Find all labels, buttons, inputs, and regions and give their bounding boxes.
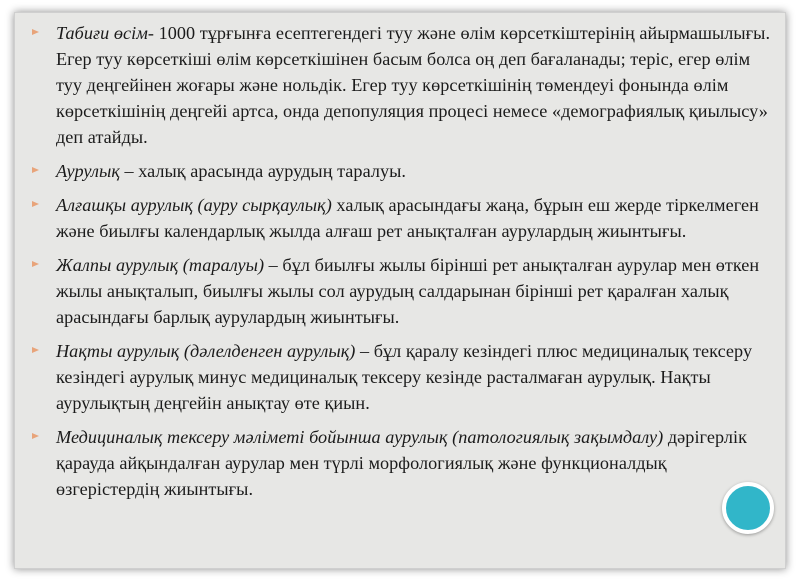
- definition-general-morbidity: – бұл биылғы жылы бірінші рет анықталған аурулар мен өткен жылы анықталып, биылғы жылы сол аурудың салдарынан бірінші рет қаралған халық арасындағы барлық аурулардың жиынтығы.: [56, 255, 760, 327]
- bullet-arrow-icon: [32, 347, 39, 353]
- term-primary-morbidity: Алғашқы аурулық (ауру сырқаулық): [56, 195, 332, 215]
- term-natural-growth: Табиғи өсім: [56, 23, 148, 43]
- definition-medical-exam-morbidity: дәрігерлік қарауда айқындалған аурулар мен түрлі морфологиялық және функционалдық өзгерістердің жиынтығы.: [56, 427, 747, 499]
- definition-morbidity: – халық арасында аурудың таралуы.: [119, 161, 406, 181]
- bullet-arrow-icon: [32, 433, 39, 439]
- bullet-list: [32, 20, 772, 510]
- definition-natural-growth: - 1000 тұрғынға есептегендегі туу және өлім көрсеткіштерінің айырмашылығы. Егер туу көрсеткіші өлім көрсеткішінен басым болса оң деп бағаланады; теріс, егер өлім туу деңгейінен жоғары және нольдік. Егер туу көрсеткішінің төмендеуі фонында өлім көрсеткішінің деңгейі артса, онда депопуляция процесі немесе «демографиялық қиылысу» деп атайды.: [56, 23, 771, 147]
- definition-primary-morbidity: халық арасындағы жаңа, бұрын еш жерде тіркелмеген және биылғы календарлық жылда алғаш рет анықталған аурулардың жиынтығы.: [56, 195, 759, 241]
- decorative-circle: [722, 482, 774, 534]
- bullet-arrow-icon: [32, 29, 39, 35]
- definition-actual-morbidity: – бұл қаралу кезіндегі плюс медициналық тексеру кезіндегі аурулық минус медициналық тексеру кезінде расталмаған аурулық. Нақты аурулықтың деңгейін анықтау өте қиын.: [56, 341, 753, 413]
- bullet-item-morbidity: [32, 158, 772, 184]
- term-actual-morbidity: Нақты аурулық (дәлелденген аурулық): [56, 341, 356, 361]
- bullet-arrow-icon: [32, 201, 39, 207]
- bullet-item-medical-exam-morbidity: [32, 424, 772, 502]
- term-medical-exam-morbidity: Медициналық тексеру мәліметі бойынша аурулық (патологиялық зақымдалу): [56, 427, 664, 447]
- bullet-item-natural-growth: [32, 20, 772, 150]
- term-general-morbidity: Жалпы аурулық (таралуы): [56, 255, 265, 275]
- bullet-item-primary-morbidity: [32, 192, 772, 244]
- bullet-arrow-icon: [32, 261, 39, 267]
- term-morbidity: Аурулық: [56, 161, 120, 181]
- bullet-arrow-icon: [32, 167, 39, 173]
- bullet-item-actual-morbidity: [32, 338, 772, 416]
- bullet-item-general-morbidity: [32, 252, 772, 330]
